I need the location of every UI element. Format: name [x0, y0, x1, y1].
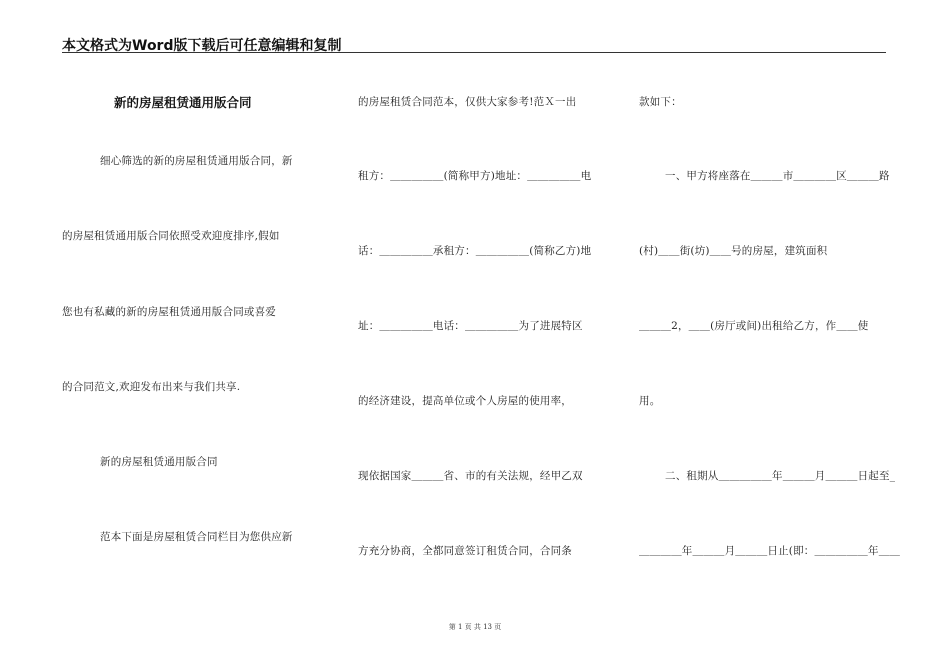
text-line: 新的房屋租赁通用版合同 [100, 456, 218, 468]
text-line: 现依据国家＿＿＿省、市的有关法规，经甲乙双 [358, 470, 583, 482]
text-line: ＿＿＿2，＿＿(房厅或间)出租给乙方，作＿＿使 [639, 320, 869, 332]
text-line: 您也有私藏的新的房屋租赁通用版合同或喜爱 [62, 306, 276, 318]
column-left [62, 0, 332, 672]
text-line: 的合同范文,欢迎发布出来与我们共享. [62, 381, 241, 393]
column-right [639, 0, 901, 672]
text-line: 话：＿＿＿＿＿承租方：＿＿＿＿＿(简称乙方)地 [358, 245, 592, 257]
text-line: 的经济建设，提高单位或个人房屋的使用率， [358, 395, 572, 407]
text-line: 款如下： [639, 96, 682, 108]
header-title: 本文格式为Word版下载后可任意编辑和复制 [62, 38, 342, 54]
text-line: ＿＿＿＿年＿＿＿月＿＿＿日止(即：＿＿＿＿＿年＿＿ [639, 545, 901, 557]
column-middle [358, 0, 613, 672]
text-line: 范本下面是房屋租赁合同栏目为您供应新 [100, 531, 293, 543]
document-title: 新的房屋租赁通用版合同 [114, 95, 252, 110]
text-line: 方充分协商，全都同意签订租赁合同，合同条 [358, 545, 572, 557]
text-line: 用。 [639, 395, 661, 407]
text-line: (村)＿＿街(坊)＿＿号的房屋，建筑面积 [639, 245, 828, 257]
page-footer: 第 1 页 共 13 页 [448, 623, 502, 631]
text-line: 一、甲方将座落在＿＿＿市＿＿＿＿区＿＿＿路 [665, 170, 890, 182]
text-line: 细心筛选的新的房屋租赁通用版合同，新 [100, 155, 293, 167]
text-line: 二、租期从＿＿＿＿＿年＿＿＿月＿＿＿日起至_ [665, 470, 896, 482]
text-line: 址：＿＿＿＿＿电话：＿＿＿＿＿为了进展特区 [358, 320, 583, 332]
text-line: 的房屋租赁合同范本，仅供大家参考!范Ｘ一出 [358, 96, 577, 108]
text-line: 租方：＿＿＿＿＿(简称甲方)地址：＿＿＿＿＿电 [358, 170, 592, 182]
text-line: 的房屋租赁通用版合同依照受欢迎度排序,假如 [62, 230, 280, 242]
